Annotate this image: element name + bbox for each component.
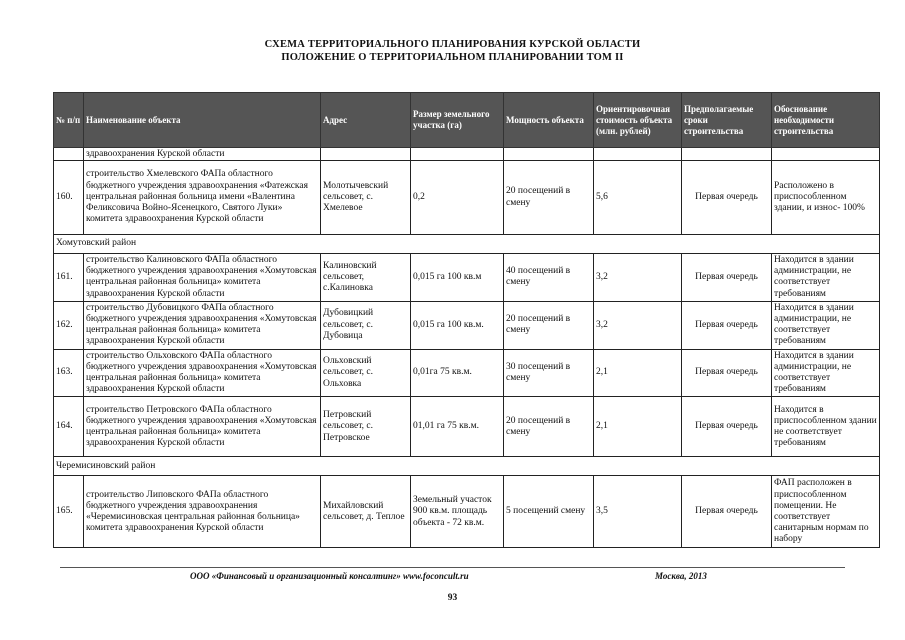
row-term: Первая очередь — [682, 161, 772, 235]
row-capacity: 40 посещений в смену — [504, 254, 594, 302]
section-title: Хомутовский район — [54, 235, 880, 254]
row-address: Ольховский сельсовет, с. Ольховка — [321, 349, 411, 397]
row-area: 0,2 — [411, 161, 504, 235]
col-header-cost: Ориентировочная стоимость объекта (млн. рублей) — [594, 93, 682, 148]
row-capacity: 20 посещений в смену — [504, 397, 594, 457]
footer-divider — [60, 567, 845, 568]
row-address: Михайловский сельсовет, д. Теплое — [321, 476, 411, 548]
row-name: строительство Калиновского ФАПа областного бюджетного учреждения здравоохранения «Хомутовская центральная районная больница» комитета здравоохранения Курской области — [84, 254, 321, 302]
section-row — [54, 457, 880, 476]
table-row — [54, 254, 880, 302]
row-num: 164. — [54, 397, 84, 457]
row-name: строительство Липовского ФАПа областного бюджетного учреждения здравоохранения «Черемисиновская центральная районная больница» комитета здравоохранения Курской области — [84, 476, 321, 548]
col-header-area: Размер земельного участка (га) — [411, 93, 504, 148]
row-cost: 2,1 — [594, 397, 682, 457]
section-row — [54, 235, 880, 254]
document-subtitle: ПОЛОЖЕНИЕ О ТЕРРИТОРИАЛЬНОМ ПЛАНИРОВАНИИ ТОМ II — [281, 52, 624, 63]
table-row — [54, 161, 880, 235]
col-header-num: № п/п — [54, 93, 84, 148]
table-row — [54, 301, 880, 349]
row-name: строительство Петровского ФАПа областного бюджетного учреждения здравоохранения «Хомутовская центральная районная больница» комитета здравоохранения Курской области — [84, 397, 321, 457]
row-reason: ФАП расположен в приспособленном помещении. Не соответствует санитарным нормам по набору — [772, 476, 880, 548]
document-header — [0, 38, 905, 64]
table-row — [54, 397, 880, 457]
footer-city: Москва, 2013 — [655, 571, 707, 581]
table-row — [54, 476, 880, 548]
row-address: Молотычевский сельсовет, с. Хмелевое — [321, 161, 411, 235]
row-term: Первая очередь — [682, 349, 772, 397]
row-cost: 2,1 — [594, 349, 682, 397]
row-num: 162. — [54, 301, 84, 349]
row-area: 01,01 га 75 кв.м. — [411, 397, 504, 457]
row-cost: 5,6 — [594, 161, 682, 235]
document-title: СХЕМА ТЕРРИТОРИАЛЬНОГО ПЛАНИРОВАНИЯ КУРСКОЙ ОБЛАСТИ — [264, 39, 641, 50]
row-cost: 3,2 — [594, 301, 682, 349]
col-header-name: Наименование объекта — [84, 93, 321, 148]
row-capacity: 20 посещений в смену — [504, 301, 594, 349]
row-term: Первая очередь — [682, 397, 772, 457]
row-name: строительство Дубовицкого ФАПа областного бюджетного учреждения здравоохранения «Хомутовская центральная районная больница» комитета здравоохранения Курской области — [84, 301, 321, 349]
row-cost: 3,5 — [594, 476, 682, 548]
row-reason: Находится в здании администрации, не соответствует требованиям — [772, 301, 880, 349]
row-address: Калиновский сельсовет, с.Калиновка — [321, 254, 411, 302]
col-header-reason: Обоснование необходимости строительства — [772, 93, 880, 148]
row-reason: Находится в здании администрации, не соответствует требованиям — [772, 254, 880, 302]
row-num: 160. — [54, 161, 84, 235]
row-reason: Находится в приспособленном здании не соответствует требованиям — [772, 397, 880, 457]
row-cost: 3,2 — [594, 254, 682, 302]
row-reason: Находится в здании администрации, не соответствует требованиям — [772, 349, 880, 397]
row-capacity: 5 посещений смену — [504, 476, 594, 548]
row-area: 0,01га 75 кв.м. — [411, 349, 504, 397]
row-term: Первая очередь — [682, 254, 772, 302]
row-num: 161. — [54, 254, 84, 302]
table-header-row — [54, 93, 880, 148]
col-header-capacity: Мощность объекта — [504, 93, 594, 148]
col-header-address: Адрес — [321, 93, 411, 148]
col-header-term: Предполагаемые сроки строительства — [682, 93, 772, 148]
table-row-continuation — [54, 148, 880, 161]
row-capacity: 20 посещений в смену — [504, 161, 594, 235]
continuation-text: здравоохранения Курской области — [84, 148, 321, 161]
row-num: 165. — [54, 476, 84, 548]
row-name: строительство Хмелевского ФАПа областного бюджетного учреждения здравоохранения «Фатежская центральная районная больница имени «Валентина Феликсовича Войно-Ясенецкого, Святого Луки» комитета здравоохранения Курской области — [84, 161, 321, 235]
row-reason: Расположено в приспособленном здании, и износ- 100% — [772, 161, 880, 235]
footer-company: ООО «Финансовый и организационный консалтинг» www.foconcult.ru — [190, 571, 469, 581]
row-address: Дубовицкий сельсовет, с. Дубовица — [321, 301, 411, 349]
row-address: Петровский сельсовет, с. Петровское — [321, 397, 411, 457]
row-area: Земельный участок 900 кв.м. площадь объекта - 72 кв.м. — [411, 476, 504, 548]
row-name: строительство Ольховского ФАПа областного бюджетного учреждения здравоохранения «Хомутовская центральная районная больница» комитета здравоохранения Курской области — [84, 349, 321, 397]
row-term: Первая очередь — [682, 301, 772, 349]
table-row — [54, 349, 880, 397]
objects-table — [53, 92, 880, 548]
row-capacity: 30 посещений в смену — [504, 349, 594, 397]
row-num: 163. — [54, 349, 84, 397]
row-term: Первая очередь — [682, 476, 772, 548]
row-area: 0,015 га 100 кв.м. — [411, 301, 504, 349]
section-title: Черемисиновский район — [54, 457, 880, 476]
page-number: 93 — [447, 593, 458, 603]
row-area: 0,015 га 100 кв.м — [411, 254, 504, 302]
